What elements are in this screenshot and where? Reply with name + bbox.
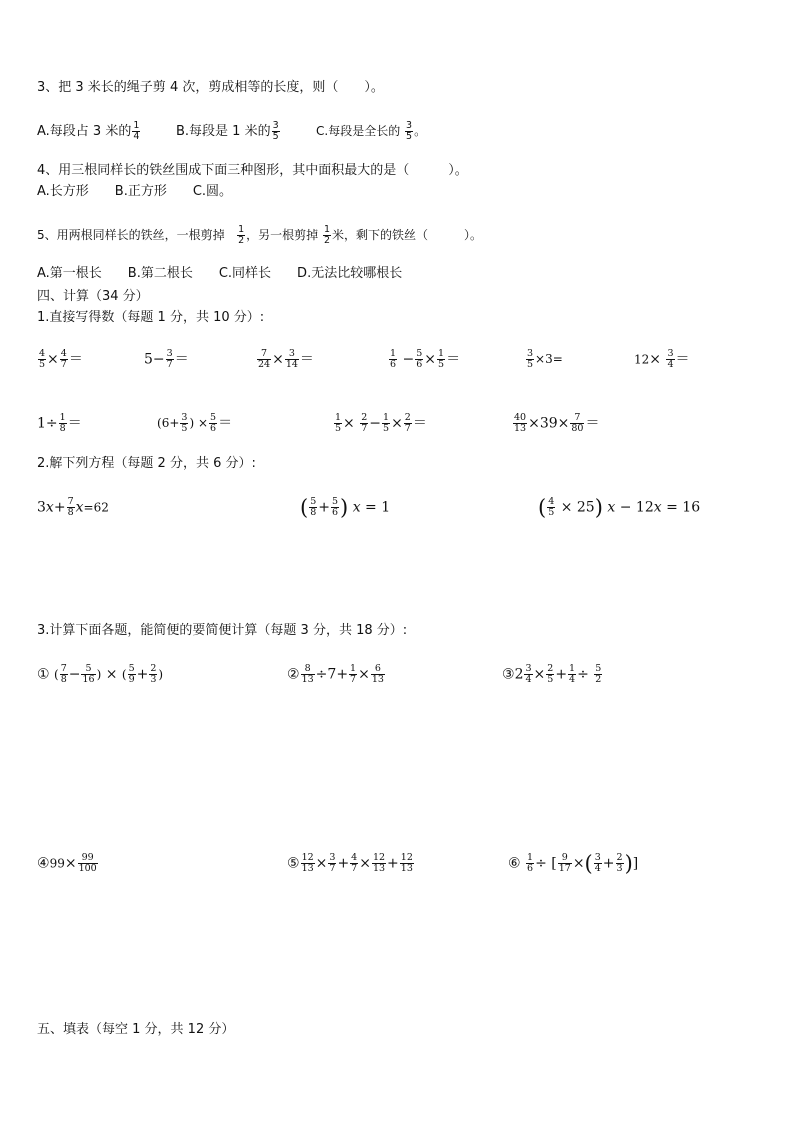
math-symbol: ) <box>594 495 603 520</box>
math-symbol: × <box>272 351 284 368</box>
denominator: 4 <box>594 863 601 874</box>
numerator: 4 <box>60 348 67 359</box>
denominator: 4 <box>525 674 532 685</box>
math-symbol: ＝ <box>67 415 82 432</box>
denominator: 24 <box>258 359 271 370</box>
math-symbol: ×3= <box>535 352 563 366</box>
math-symbol: = <box>666 499 678 516</box>
numerator: 1 <box>335 412 342 423</box>
numerator: 1 <box>527 852 534 863</box>
math-symbol: 5 <box>144 351 153 368</box>
calc-2 <box>287 664 386 685</box>
math-symbol: ) <box>340 495 349 520</box>
numerator: 1 <box>383 412 390 423</box>
numerator: 1 <box>390 348 397 359</box>
fraction <box>38 349 46 370</box>
numerator: 2 <box>404 412 411 423</box>
math-symbol: − <box>369 415 382 432</box>
math-symbol: ① <box>37 666 50 683</box>
fraction <box>558 853 572 874</box>
variable-x: x <box>75 499 84 516</box>
fraction <box>60 664 68 685</box>
math-symbol: 1 <box>37 415 46 432</box>
math-symbol: × <box>359 855 371 872</box>
denominator: 2 <box>595 674 602 685</box>
denominator: 4 <box>133 131 140 142</box>
q5-text-2: ，另一根剪掉 <box>246 228 319 242</box>
fraction <box>257 349 271 370</box>
option-b-text: B.每段是 1 米的 <box>176 124 271 139</box>
variable-x: x <box>607 499 616 516</box>
subsection-3-title: 3.计算下面各题，能简便的要简便计算（每题 3 分，共 18 分）: <box>37 623 408 638</box>
math-symbol: ÷ <box>535 855 547 872</box>
calc-4 <box>37 853 99 874</box>
math-symbol: ( <box>157 416 162 430</box>
math-symbol: ＝ <box>299 351 314 368</box>
denominator: 4 <box>569 674 576 685</box>
numerator: 2 <box>547 663 554 674</box>
denominator: 2 <box>323 235 331 246</box>
expr-9 <box>333 413 427 434</box>
denominator: 6 <box>527 863 534 874</box>
denominator: 13 <box>301 674 314 685</box>
math-symbol: ( <box>538 495 547 520</box>
fraction <box>594 853 602 874</box>
math-symbol: ＝ <box>446 351 461 368</box>
numerator: 1 <box>323 224 331 235</box>
math-symbol: × <box>560 499 573 516</box>
denominator: 5 <box>438 359 445 370</box>
math-symbol: 1 <box>381 499 391 516</box>
expr-8 <box>157 413 232 434</box>
math-symbol: ( <box>584 851 593 876</box>
numerator: 2 <box>361 412 368 423</box>
numerator: 3 <box>288 348 295 359</box>
denominator: 8 <box>67 507 74 518</box>
fraction <box>546 664 554 685</box>
denominator: 7 <box>166 359 173 370</box>
numerator: 1 <box>133 120 140 131</box>
math-symbol: + <box>555 666 568 683</box>
fraction <box>78 853 98 874</box>
fraction <box>166 349 174 370</box>
variable-x: x <box>352 499 361 516</box>
math-symbol: ＝ <box>68 351 83 368</box>
numerator: 7 <box>67 496 74 507</box>
numerator: 7 <box>60 663 67 674</box>
math-symbol: ( <box>121 667 127 682</box>
math-symbol: 7 <box>327 666 337 683</box>
denominator: 6 <box>331 507 339 518</box>
numerator: 3 <box>272 120 279 131</box>
fraction <box>360 413 368 434</box>
numerator: 1 <box>569 663 576 674</box>
fraction <box>547 497 555 518</box>
variable-x: x <box>653 499 662 516</box>
denominator: 16 <box>82 674 95 685</box>
fraction <box>349 664 357 685</box>
denominator: 7 <box>350 674 357 685</box>
fraction <box>60 349 68 370</box>
math-symbol: ) <box>96 667 102 682</box>
denominator: 5 <box>335 423 342 434</box>
math-symbol: × <box>649 351 662 368</box>
math-symbol: × <box>105 666 118 683</box>
option-c-text: C.每段是全长的 <box>316 124 401 138</box>
question-4: 4、用三根同样长的铁丝围成下面三种图形，其中面积最大的是（ ）。 <box>37 163 468 178</box>
section-5-title: 五、填表（每空 1 分，共 12 分） <box>37 1022 235 1037</box>
fraction <box>526 853 534 874</box>
math-symbol: ＝ <box>218 415 233 431</box>
expr-5 <box>525 349 563 370</box>
numerator: 5 <box>595 663 602 674</box>
fraction <box>526 349 534 370</box>
denominator: 17 <box>558 863 571 874</box>
math-symbol: × <box>528 415 540 432</box>
q5-text-3: 米，剩下的铁丝（ ）。 <box>332 228 483 242</box>
math-symbol: 2 <box>514 666 524 683</box>
denominator: 13 <box>514 423 527 434</box>
math-symbol: + <box>336 666 349 683</box>
fraction <box>570 413 584 434</box>
numerator: 5 <box>85 663 92 674</box>
denominator: 5 <box>272 131 279 142</box>
math-symbol: 12 <box>635 499 654 516</box>
math-symbol: × <box>358 666 370 683</box>
numerator: 40 <box>514 412 527 423</box>
numerator: 9 <box>561 852 568 863</box>
math-symbol: − <box>152 351 165 368</box>
math-symbol: ] <box>632 855 639 872</box>
period: 。 <box>414 124 427 138</box>
fraction <box>209 413 217 434</box>
denominator: 13 <box>301 863 314 874</box>
math-symbol: ④ <box>37 855 50 872</box>
denominator: 5 <box>39 359 46 370</box>
math-symbol: × <box>197 416 209 430</box>
denominator: 5 <box>383 423 390 434</box>
math-symbol: × <box>533 666 546 683</box>
math-symbol: ) <box>189 416 195 430</box>
expr-2 <box>144 349 189 370</box>
numerator: 3 <box>667 348 674 359</box>
numerator: 6 <box>374 663 381 674</box>
math-symbol: × <box>47 351 59 368</box>
fraction <box>513 413 527 434</box>
math-symbol: × <box>343 415 355 432</box>
math-symbol: ÷ <box>315 666 328 683</box>
math-symbol: − <box>68 666 81 683</box>
math-symbol: ＝ <box>412 415 427 432</box>
denominator: 5 <box>181 423 188 434</box>
numerator: 12 <box>372 852 386 863</box>
expr-4 <box>388 349 460 370</box>
math-symbol: ＝ <box>585 415 600 432</box>
math-symbol: =62 <box>83 500 109 515</box>
option-a-text: A.每段占 3 米的 <box>37 124 132 139</box>
numerator: 3 <box>329 852 336 863</box>
denominator: 7 <box>361 423 368 434</box>
denominator: 7 <box>351 863 358 874</box>
numerator: 5 <box>310 496 317 507</box>
variable-x: x <box>45 499 54 516</box>
math-symbol: ) <box>158 667 164 682</box>
fraction <box>237 225 245 246</box>
math-symbol: ÷ <box>577 666 589 683</box>
q5-text-1: 5、用两根同样长的铁丝，一根剪掉 <box>37 228 225 242</box>
denominator: 6 <box>210 423 217 434</box>
math-symbol: × <box>557 415 570 432</box>
denominator: 7 <box>60 359 67 370</box>
numerator: 1 <box>238 224 245 235</box>
expr-10 <box>512 413 599 434</box>
denominator: 9 <box>128 674 135 685</box>
math-symbol: ② <box>287 666 300 683</box>
numerator: 2 <box>150 663 157 674</box>
fraction <box>437 349 445 370</box>
math-symbol: ⑤ <box>287 855 300 872</box>
denominator: 7 <box>329 863 336 874</box>
math-symbol: − <box>619 499 632 516</box>
math-symbol: ＝ <box>174 351 189 368</box>
subsection-2-title: 2.解下列方程（每题 2 分，共 6 分）: <box>37 456 256 471</box>
equation-3 <box>538 497 700 518</box>
fraction <box>180 413 188 434</box>
denominator: 5 <box>527 359 534 370</box>
math-symbol: × <box>391 415 403 432</box>
fraction <box>272 121 280 142</box>
denominator: 2 <box>238 235 245 246</box>
expr-3 <box>256 349 314 370</box>
math-symbol: 99 <box>49 856 65 871</box>
fraction <box>59 413 67 434</box>
fraction <box>301 853 315 874</box>
math-symbol: ＝ <box>675 351 690 368</box>
denominator: 5 <box>548 507 555 518</box>
fraction <box>372 853 386 874</box>
numerator: 12 <box>400 852 413 863</box>
fraction <box>328 853 336 874</box>
numerator: 12 <box>301 852 314 863</box>
fraction <box>331 497 339 518</box>
numerator: 5 <box>416 348 423 359</box>
numerator: 5 <box>128 663 135 674</box>
math-symbol: ③ <box>502 666 515 683</box>
numerator: 1 <box>438 348 445 359</box>
fraction <box>350 853 358 874</box>
numerator: 5 <box>210 412 217 423</box>
numerator: 99 <box>81 852 94 863</box>
fraction <box>309 497 317 518</box>
math-symbol: 3 <box>37 499 46 516</box>
fraction <box>149 664 157 685</box>
calc-5 <box>287 853 415 874</box>
calc-1 <box>37 664 163 685</box>
expr-1 <box>37 349 83 370</box>
math-symbol: 39 <box>539 415 558 432</box>
denominator: 6 <box>390 359 397 370</box>
math-symbol: 6 <box>161 416 170 430</box>
math-symbol: + <box>387 855 399 872</box>
math-symbol: + <box>602 855 615 872</box>
denominator: 6 <box>416 359 423 370</box>
math-symbol: × <box>64 855 77 872</box>
denominator: 5 <box>547 674 554 685</box>
numerator: 4 <box>548 496 555 507</box>
fraction <box>594 664 602 685</box>
math-symbol: ⑥ <box>508 855 521 872</box>
fraction <box>404 413 412 434</box>
fraction <box>334 413 342 434</box>
fraction <box>285 349 299 370</box>
fraction <box>405 121 413 142</box>
fraction <box>128 664 136 685</box>
denominator: 8 <box>59 423 66 434</box>
question-4-options: A.长方形 B.正方形 C.圆。 <box>37 184 233 199</box>
question-3: 3、把 3 米长的绳子剪 4 次，剪成相等的长度，则（ ）。 <box>37 80 384 95</box>
math-symbol: ( <box>300 495 309 520</box>
denominator: 3 <box>150 674 157 685</box>
calc-6 <box>508 853 638 874</box>
numerator: 1 <box>350 663 357 674</box>
math-symbol: + <box>169 416 180 430</box>
fraction <box>81 664 95 685</box>
fraction <box>389 349 397 370</box>
math-symbol: [ <box>551 855 557 872</box>
denominator: 4 <box>667 359 674 370</box>
numerator: 1 <box>59 412 66 423</box>
numerator: 4 <box>351 852 358 863</box>
fraction <box>323 225 331 246</box>
math-symbol: ( <box>54 667 59 682</box>
numerator: 5 <box>331 496 339 507</box>
denominator: 13 <box>400 863 413 874</box>
denominator: 3 <box>616 863 623 874</box>
math-symbol: ) <box>624 851 633 876</box>
expr-7 <box>37 413 82 434</box>
denominator: 8 <box>60 674 67 685</box>
fraction <box>616 853 624 874</box>
fraction <box>67 497 75 518</box>
math-symbol: + <box>136 666 149 683</box>
question-5-options: A.第一根长 B.第二根长 C.同样长 D.无法比较哪根长 <box>37 266 403 281</box>
numerator: 2 <box>616 852 623 863</box>
expr-6 <box>634 349 690 370</box>
denominator: 8 <box>310 507 317 518</box>
subsection-1-title: 1.直接写得数（每题 1 分，共 10 分）: <box>37 310 265 325</box>
math-symbol: 16 <box>682 499 701 516</box>
numerator: 7 <box>261 348 268 359</box>
fraction <box>371 664 385 685</box>
fraction <box>666 349 674 370</box>
math-symbol: × <box>424 351 437 368</box>
math-symbol: + <box>318 499 330 516</box>
denominator: 100 <box>78 863 97 874</box>
math-symbol: 25 <box>576 499 595 516</box>
denominator: 13 <box>372 863 386 874</box>
calc-3 <box>502 664 603 685</box>
math-symbol: 12 <box>634 352 650 367</box>
fraction <box>524 664 532 685</box>
math-symbol: + <box>53 499 66 516</box>
numerator: 3 <box>594 852 601 863</box>
denominator: 13 <box>371 674 384 685</box>
math-symbol: × <box>572 855 585 872</box>
numerator: 3 <box>166 348 173 359</box>
math-symbol: − <box>402 351 415 368</box>
equation-1 <box>37 497 109 518</box>
question-3-option-b <box>176 121 281 142</box>
denominator: 14 <box>285 359 298 370</box>
numerator: 4 <box>39 348 46 359</box>
question-3-option-c <box>316 121 426 142</box>
math-symbol: ÷ <box>45 415 58 432</box>
numerator: 3 <box>181 412 188 423</box>
question-5 <box>37 225 482 246</box>
numerator: 8 <box>304 663 311 674</box>
denominator: 5 <box>406 131 413 142</box>
math-symbol: = <box>365 499 377 516</box>
fraction <box>382 413 390 434</box>
fraction <box>132 121 140 142</box>
equation-2 <box>300 497 390 518</box>
denominator: 80 <box>571 423 584 434</box>
fraction <box>400 853 414 874</box>
numerator: 3 <box>525 663 532 674</box>
fraction <box>568 664 576 685</box>
math-symbol: + <box>337 855 350 872</box>
question-3-option-a <box>37 121 141 142</box>
fraction <box>301 664 315 685</box>
denominator: 7 <box>404 423 411 434</box>
section-4-title: 四、计算（34 分） <box>37 289 149 304</box>
math-symbol: × <box>315 855 328 872</box>
numerator: 3 <box>406 120 413 131</box>
fraction <box>415 349 423 370</box>
numerator: 7 <box>574 412 581 423</box>
numerator: 3 <box>527 348 534 359</box>
